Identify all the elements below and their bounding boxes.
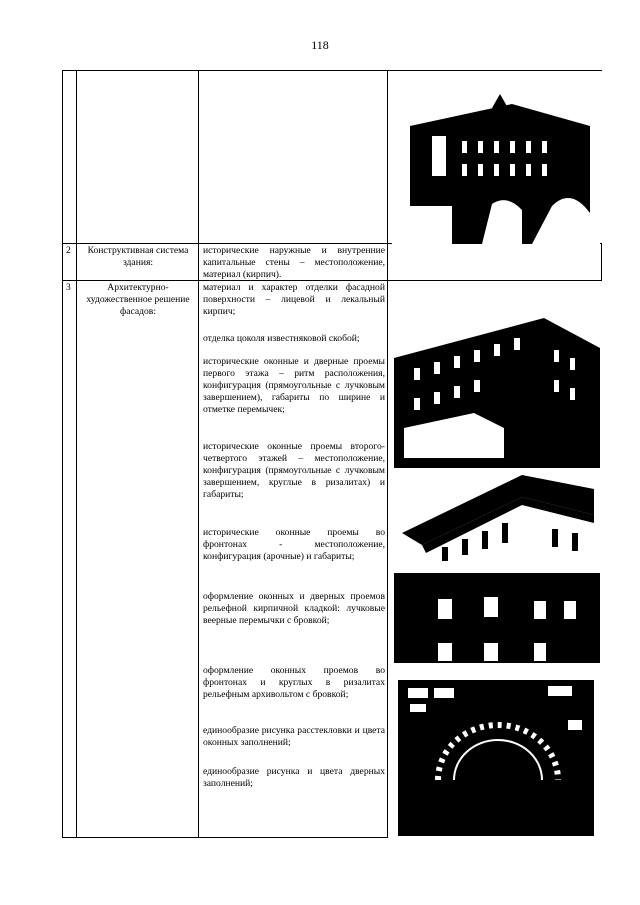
page-number: 118 [311, 38, 329, 52]
list-item: оформление оконных и дверных проемов рельефной кирпичной кладкой: лучковые веерные перемычки с бровкой; [203, 591, 385, 626]
list-item: исторические оконные и дверные проемы первого этажа – ритм расположения, конфигурация (прямоугольные с лучковым завершением), габариты по ширине и отметке перемычек; [203, 356, 385, 415]
building-photo-icon [398, 680, 594, 836]
list-item: единообразие рисунка расстекловки и цвета оконных заполнений; [203, 725, 385, 748]
list-item: отделка цоколя известняковой скобой; [203, 333, 360, 344]
building-photo-icon [402, 475, 594, 565]
list-item: исторические оконные проемы второго-четвертого этажей – местоположение, конфигурация (прямоугольные с лучковым завершением, круглые в ризалитах) и габариты; [203, 441, 385, 500]
row-name: Конструктивная система здания: [87, 245, 189, 268]
list-item: единообразие рисунка и цвета дверных заполнений; [203, 766, 385, 789]
building-photo-icon [394, 318, 600, 468]
heritage-table [62, 70, 602, 838]
list-item: материал и характер отделки фасадной поверхности – лицевой и лекальный кирпич; [203, 282, 385, 317]
row-number: 2 [66, 245, 71, 256]
row-description: исторические наружные и внутренние капитальные стены – местоположение, материал (кирпич). [203, 245, 385, 280]
row-name: Архитектурно-художественное решение фасадов: [86, 282, 190, 317]
list-item: исторические оконные проемы во фронтонах - местоположение, конфигурация (арочные) и габариты; [203, 527, 385, 562]
building-photo-icon [392, 86, 600, 244]
building-photo-icon [394, 573, 600, 669]
list-item: оформление оконных проемов во фронтонах и круглых в ризалитах рельефным архивольтом с бровкой; [203, 665, 385, 700]
row-number: 3 [66, 282, 71, 293]
